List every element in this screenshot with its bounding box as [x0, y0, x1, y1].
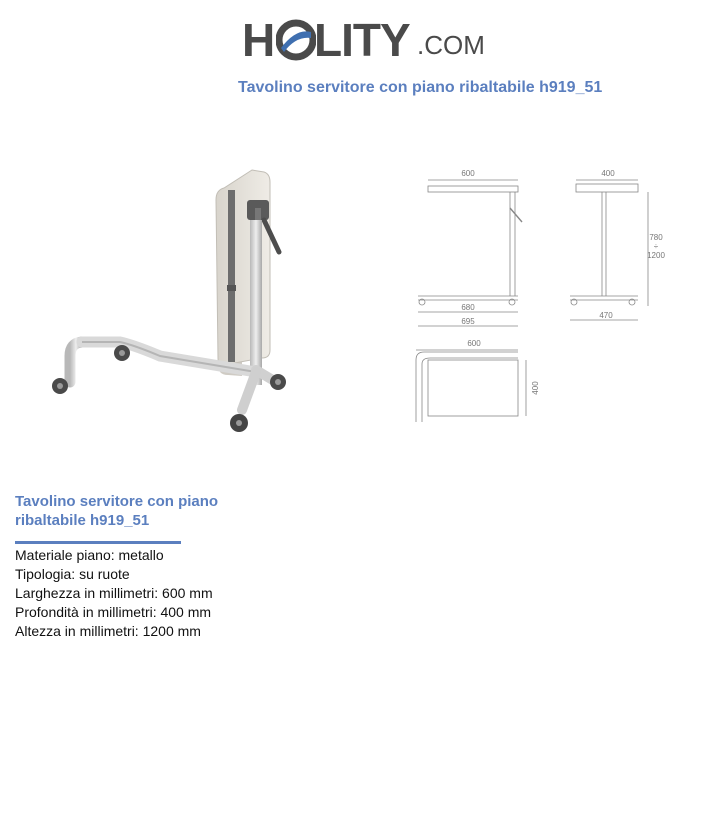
dim-base-outer: 695	[461, 317, 475, 326]
dim-base-inner: 680	[461, 303, 475, 312]
page-title: Tavolino servitore con piano ribaltabile h919_51	[238, 79, 603, 96]
product-photo	[42, 160, 302, 442]
dim-side-width: 400	[601, 169, 615, 178]
spec-list	[15, 546, 213, 641]
dim-plan-depth: 400	[531, 381, 540, 395]
dim-height-min: 780	[649, 233, 663, 242]
dim-plan-width: 600	[467, 339, 481, 348]
spec-type: Tipologia: su ruote	[15, 566, 130, 582]
logo-letters-lity: LITY	[314, 14, 410, 66]
spec-height: Altezza in millimetri: 1200 mm	[15, 623, 201, 639]
dim-side-base: 470	[599, 311, 613, 320]
spec-width: Larghezza in millimetri: 600 mm	[15, 585, 213, 601]
logo-com: .COM	[417, 30, 485, 60]
title-underline	[15, 541, 181, 544]
product-title: Tavolino servitore con piano ribaltabile h919_51	[15, 493, 219, 529]
dim-front-width: 600	[461, 169, 475, 178]
spec-depth: Profondità in millimetri: 400 mm	[15, 604, 212, 620]
dim-height-max: 1200	[647, 251, 665, 260]
logo-o-icon	[276, 18, 316, 62]
holity-logo[interactable]	[242, 14, 485, 66]
dim-height-sep: ÷	[653, 242, 659, 251]
logo-letter-h: H	[242, 14, 275, 66]
spec-material: Materiale piano: metallo	[15, 547, 164, 563]
technical-drawing	[402, 160, 672, 432]
